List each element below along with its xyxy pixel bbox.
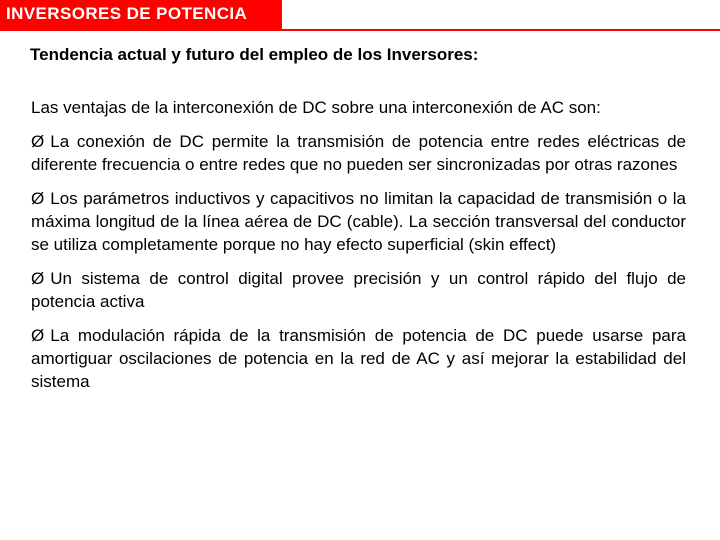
arrow-bullet-icon: Ø — [31, 132, 45, 151]
page-title: INVERSORES DE POTENCIA — [6, 4, 248, 23]
bullet-text: Los parámetros inductivos y capacitivos no limitan la capacidad de transmisión o la máxima longitud de la línea aérea de DC (cable). La sección transversal del conductor se utiliza completamente porque no hay efecto superficial (skin effect) — [31, 189, 686, 254]
bullet-item — [31, 187, 686, 256]
bullet-text: La conexión de DC permite la transmisión de potencia entre redes eléctricas de diferente frecuencia o entre redes que no pueden ser sincronizadas por otras razones — [31, 132, 686, 174]
arrow-bullet-icon: Ø — [31, 326, 45, 345]
header-title-box — [0, 0, 282, 30]
arrow-bullet-icon: Ø — [31, 189, 45, 208]
arrow-bullet-icon: Ø — [31, 269, 45, 288]
header-divider — [0, 29, 720, 31]
section-heading: Tendencia actual y futuro del empleo de los Inversores: — [30, 45, 479, 64]
intro-paragraph: Las ventajas de la interconexión de DC sobre una interconexión de AC son: — [31, 98, 601, 117]
bullet-item — [31, 324, 686, 393]
bullet-text: Un sistema de control digital provee precisión y un control rápido del flujo de potencia activa — [31, 269, 686, 311]
bullet-item — [31, 130, 686, 176]
bullet-text: La modulación rápida de la transmisión de potencia de DC puede usarse para amortiguar oscilaciones de potencia en la red de AC y así mejorar la estabilidad del sistema — [31, 326, 686, 391]
header-banner — [0, 0, 720, 30]
slide-body — [31, 96, 686, 404]
bullet-item — [31, 267, 686, 313]
